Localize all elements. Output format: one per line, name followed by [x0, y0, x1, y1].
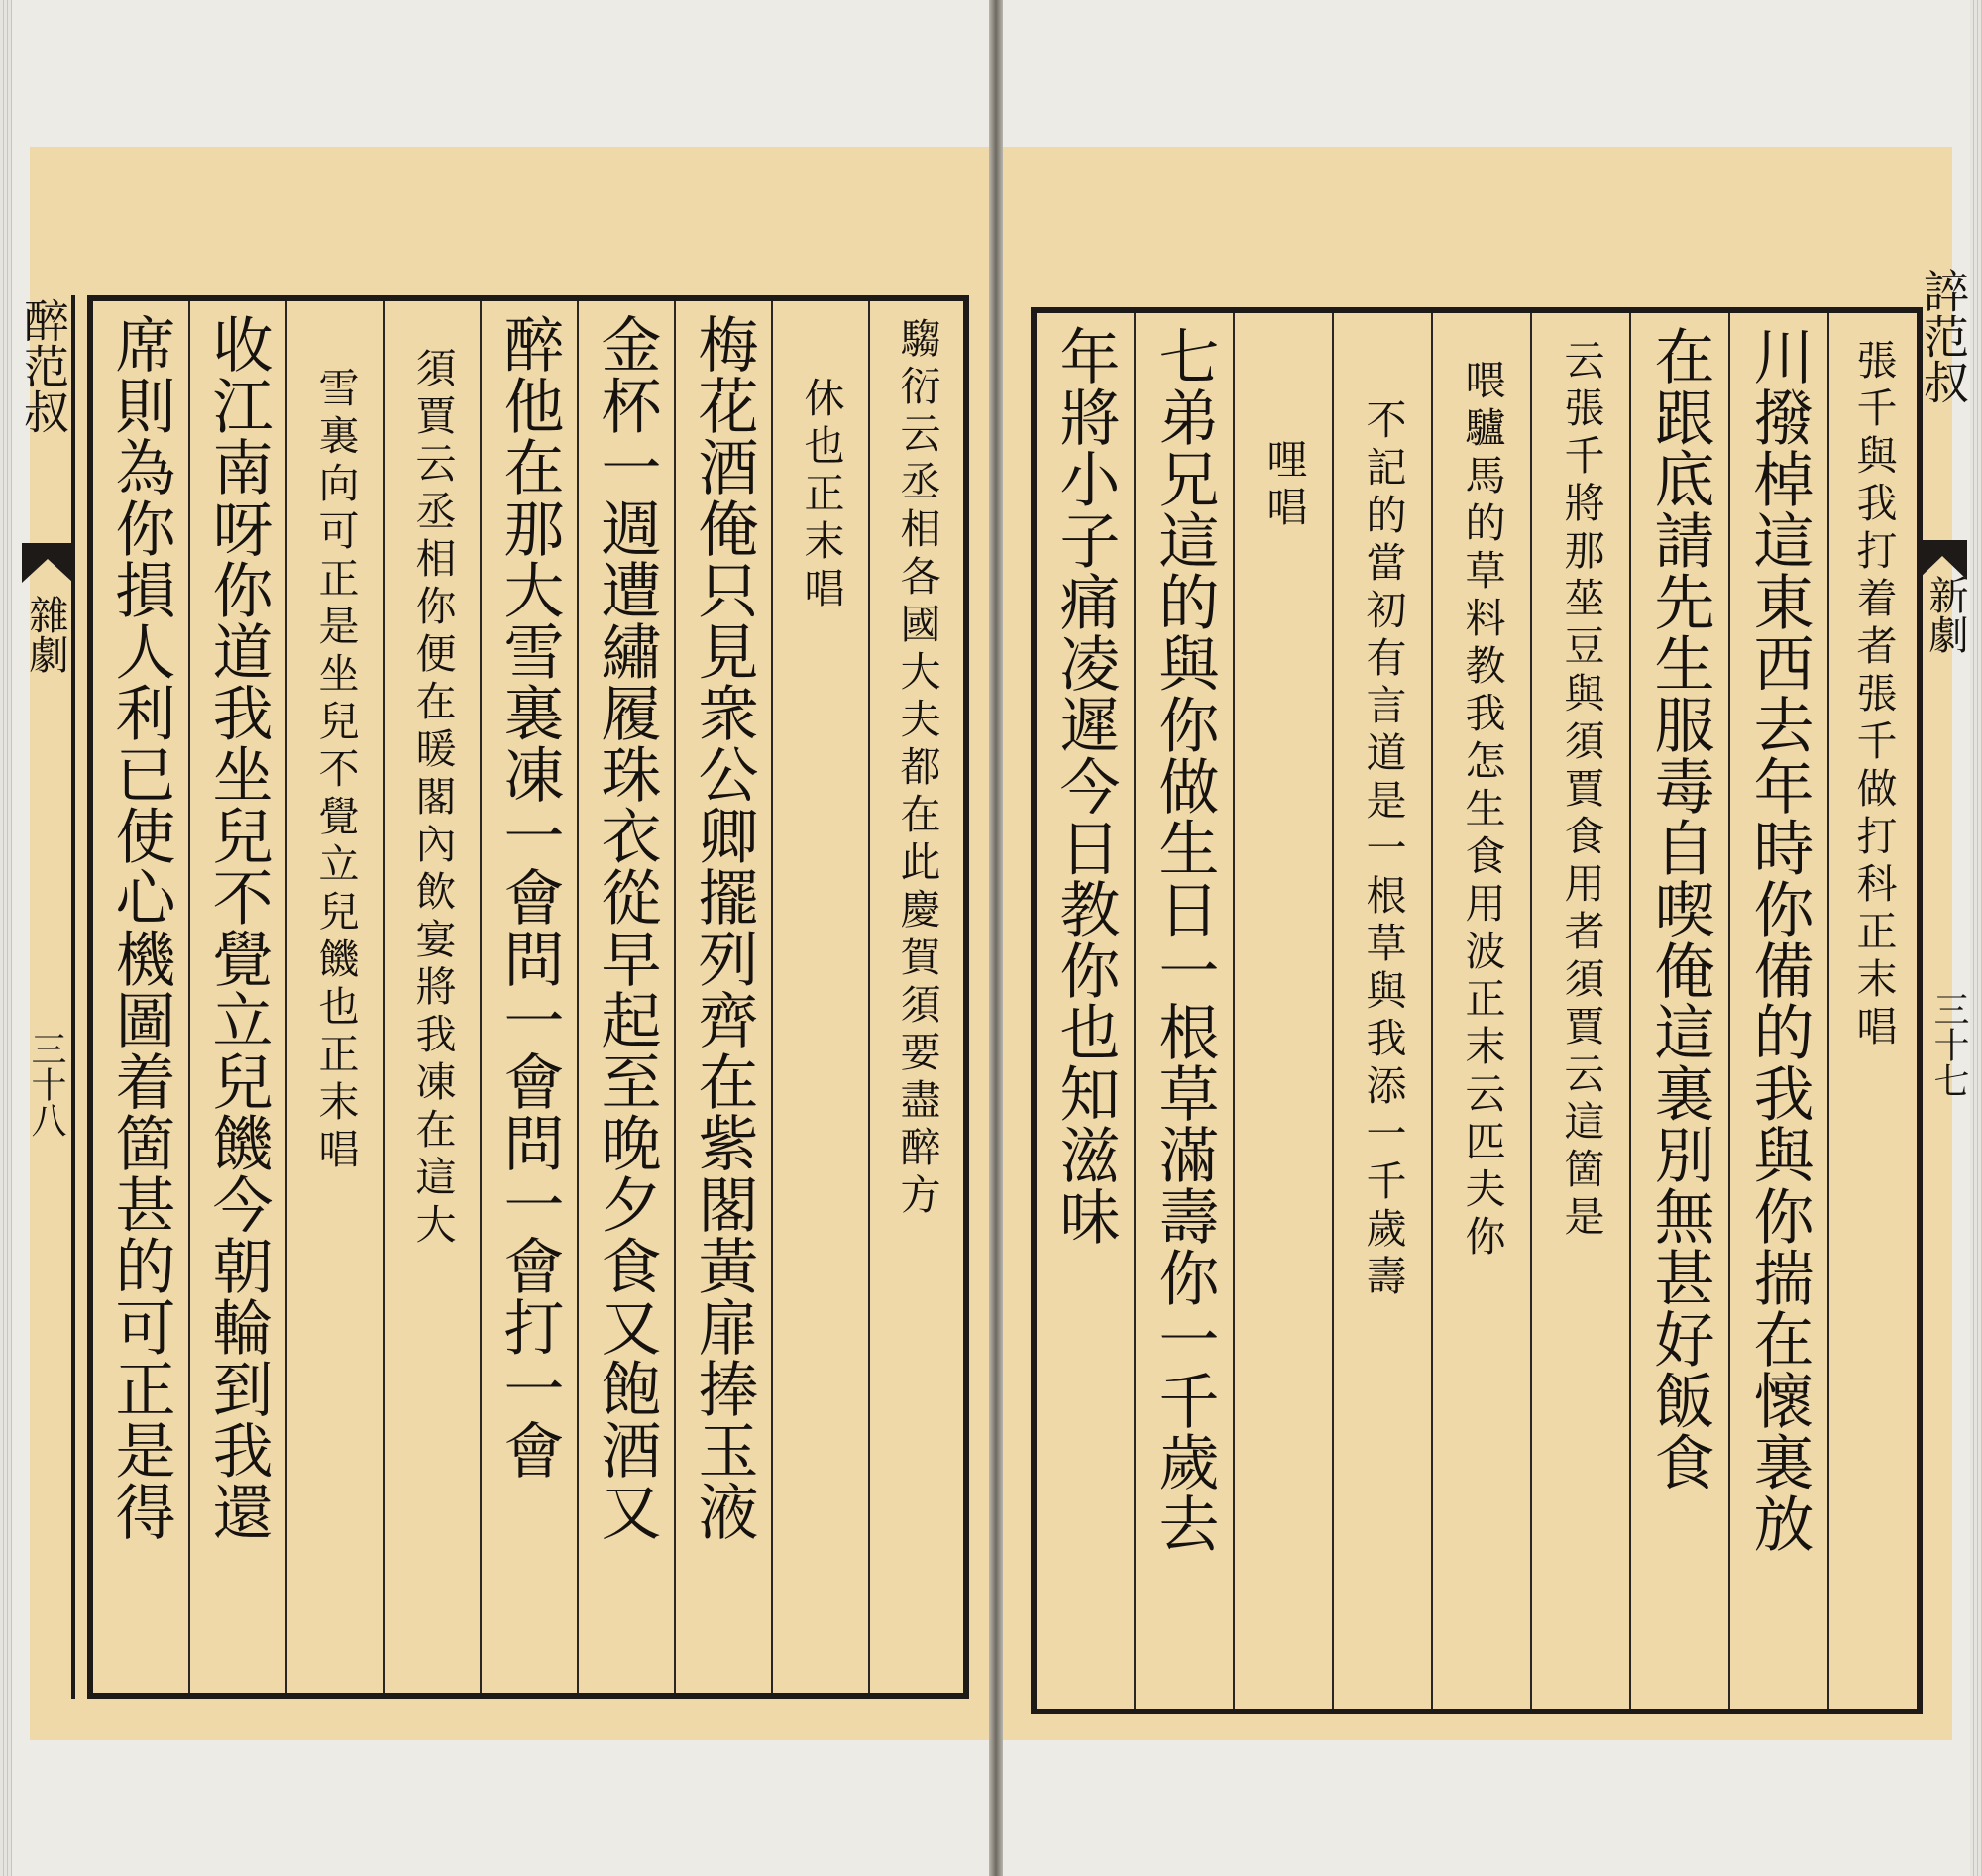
column-text: 云張千將那莝豆與須賈食用者須賈云這箇是: [1557, 339, 1605, 1243]
left-page-edges: [0, 0, 12, 1876]
column-text: 收江南呀你道我坐兒不覺立兒饑今朝輪到我還: [202, 313, 274, 1542]
right-margin-title-text: 誶范叔: [1917, 268, 1970, 404]
right-col-8: [1136, 319, 1233, 1703]
column-text: 七弟兄這的與你做生日一根草滿壽你一千歲去: [1149, 325, 1220, 1554]
left-col-4: [385, 307, 480, 1687]
column-text: 張千與我打着者張千做打科正末唱: [1849, 339, 1898, 1052]
right-margin-category: [1920, 575, 1971, 694]
column-text: 梅花酒俺只見衆公卿擺列齊在紫閣黃扉捧玉液: [688, 313, 759, 1542]
right-margin-title: [1918, 268, 1969, 525]
left-margin-rule: [71, 295, 75, 1699]
left-col-2: [190, 307, 285, 1687]
right-col-4: [1532, 319, 1629, 1703]
column-text: 川撥棹這東西去年時你備的我與你揣在懷裏放: [1743, 325, 1815, 1554]
left-margin-folio: [20, 1031, 71, 1169]
column-text: 不記的當初有言道是一根草與我添一千歲壽: [1359, 398, 1407, 1302]
left-col-3: [287, 307, 383, 1687]
right-col-9: [1037, 319, 1134, 1703]
left-col-1: [93, 307, 188, 1687]
left-col-6: [579, 307, 674, 1687]
column-text: 休也正末唱: [797, 377, 845, 614]
left-folio-text: 三十八: [26, 1031, 66, 1138]
right-margin-folio: [1923, 991, 1974, 1130]
column-text: 雪裏向可正是坐兒不覺立兒饑也正末唱: [311, 367, 360, 1175]
left-col-9: [870, 307, 963, 1687]
right-col-5: [1433, 319, 1530, 1703]
right-folio-text: 三十七: [1928, 991, 1969, 1098]
column-text: 金杯一週遭繡履珠衣從早起至晚夕食又飽酒又: [591, 313, 662, 1542]
column-text: 喂驢馬的草料教我怎生食用波正末云匹夫你: [1458, 359, 1506, 1263]
left-margin-title: [18, 297, 69, 555]
column-text: 醉他在那大雪裏凍一會問一會問一會打一會: [494, 313, 565, 1481]
column-text: 年將小子痛凌遲今日教你也知滋味: [1049, 325, 1121, 1247]
column-text: 須賈云丞相你便在暖閣內飲宴將我凍在這大: [408, 347, 457, 1251]
left-col-7: [676, 307, 771, 1687]
right-page-edges: [1970, 0, 1982, 1876]
left-margin-title-text: 醉范叔: [17, 297, 70, 434]
right-col-6: [1334, 319, 1431, 1703]
column-text: 哩唱: [1260, 438, 1308, 533]
left-col-5: [482, 307, 577, 1687]
right-margin-category-text: 新劇: [1923, 575, 1968, 654]
right-col-2: [1730, 319, 1827, 1703]
right-col-3: [1631, 319, 1728, 1703]
column-text: 騶衍云丞相各國大夫都在此慶賀須要盡醉方: [893, 317, 941, 1221]
left-margin-category-text: 雜劇: [23, 595, 68, 674]
book-gutter: [989, 0, 1003, 1876]
left-margin-category: [20, 595, 71, 714]
right-col-1: [1829, 319, 1917, 1703]
right-text-block: [1031, 307, 1923, 1714]
column-text: 在跟底請先生服毒自喫俺這裏別無甚好飯食: [1644, 325, 1715, 1492]
column-text: 席則為你損人利已使心機圖着箇甚的可正是得: [105, 313, 176, 1542]
right-col-7: [1235, 319, 1332, 1703]
left-col-8: [773, 307, 868, 1687]
left-text-block: [87, 295, 969, 1699]
